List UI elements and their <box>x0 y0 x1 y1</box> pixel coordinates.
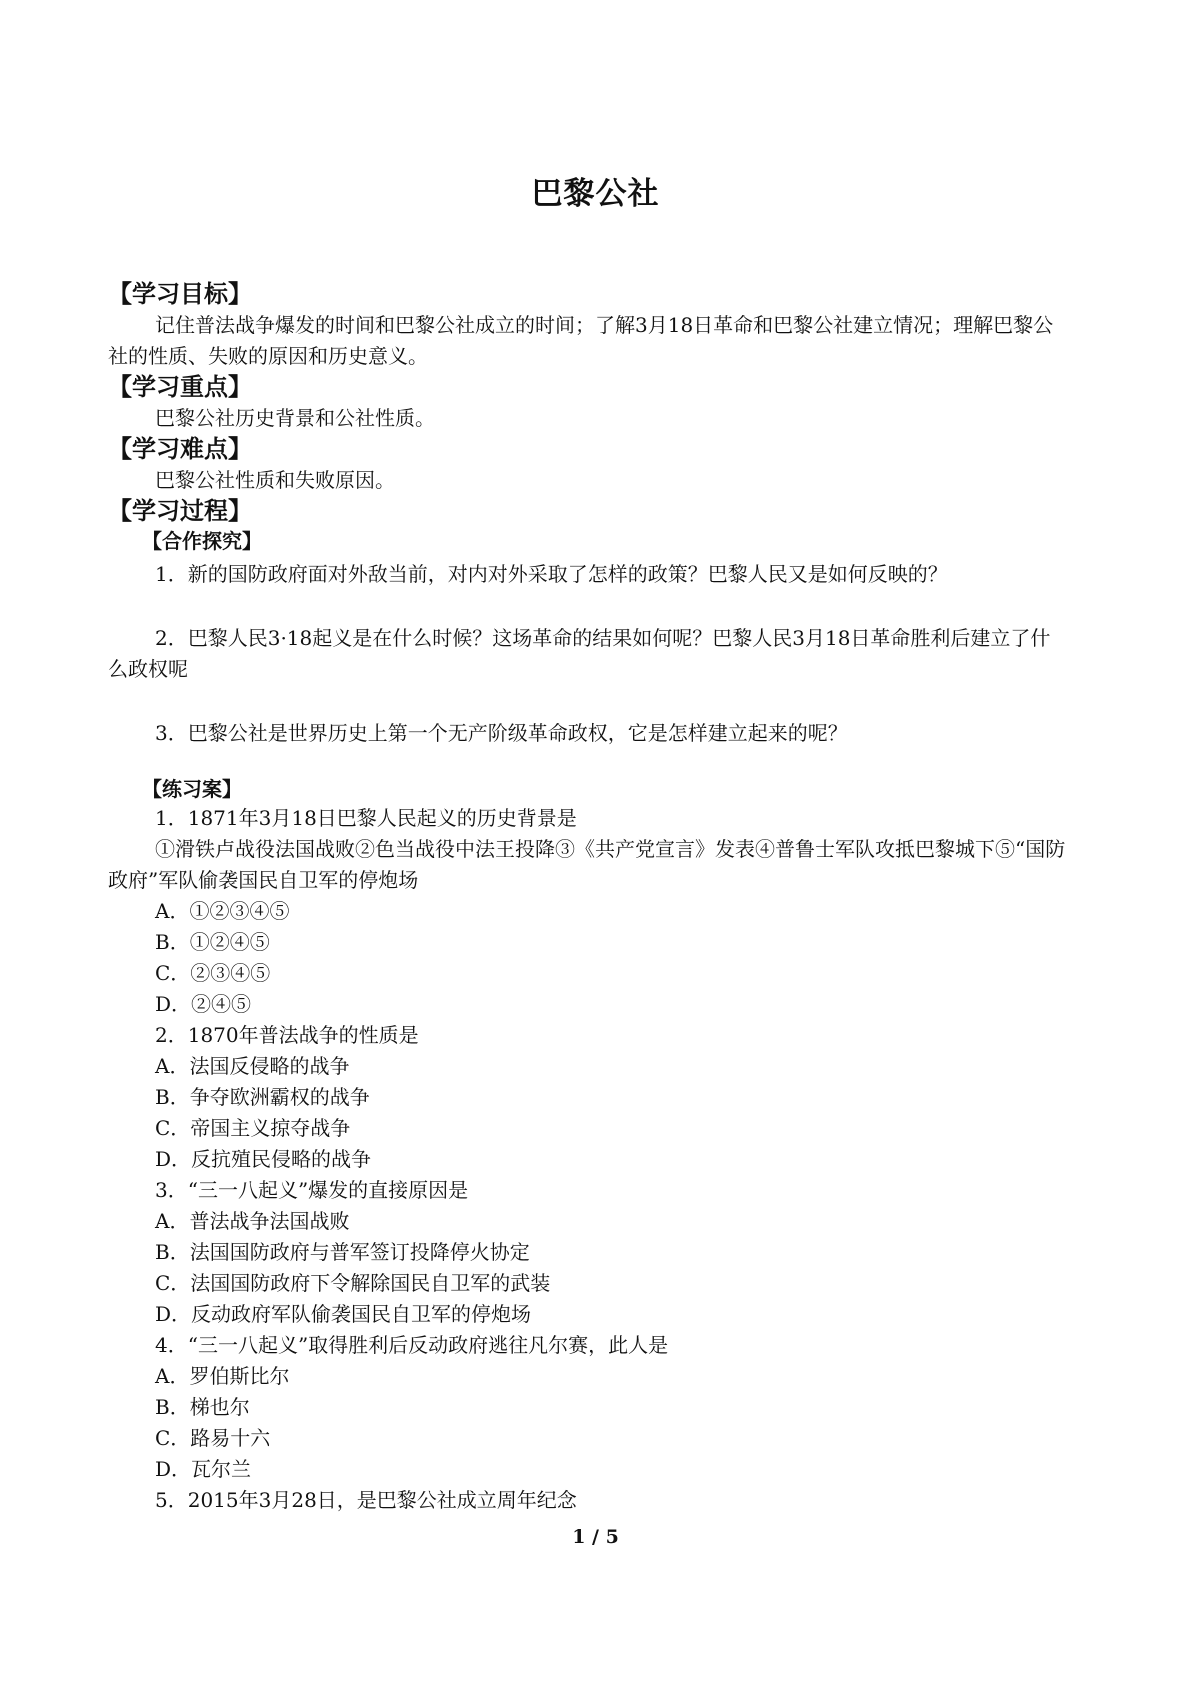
practice-q3-stem: 3．“三一八起义”爆发的直接原因是 <box>155 1178 469 1202</box>
practice-q2-option-c: C．帝国主义掠夺战争 <box>155 1116 351 1140</box>
section-heading-goals: 【学习目标】 <box>108 280 252 308</box>
difficulty-text: 巴黎公社性质和失败原因。 <box>155 468 395 492</box>
practice-q1-desc: ①滑铁卢战役法国战败②色当战役中法王投降③《共产党宣言》发表④普鲁士军队攻抵巴黎城下⑤“国防政府”军队偷袭国民自卫军的停炮场 <box>108 837 1066 892</box>
practice-q5-stem: 5．2015年3月28日，是巴黎公社成立周年纪念 <box>155 1488 577 1512</box>
practice-q4-stem: 4．“三一八起义”取得胜利后反动政府逃往凡尔赛，此人是 <box>155 1333 669 1357</box>
practice-q4-option-c: C．路易十六 <box>155 1426 271 1450</box>
subsection-heading-cooperate: 【合作探究】 <box>142 529 262 553</box>
document-body <box>108 279 1068 1516</box>
practice-q3-option-a: A．普法战争法国战败 <box>155 1209 350 1233</box>
practice-q2-stem: 2．1870年普法战争的性质是 <box>155 1023 419 1047</box>
practice-q4-option-b: B．梯也尔 <box>155 1395 250 1419</box>
practice-q2-option-b: B．争夺欧洲霸权的战争 <box>155 1085 370 1109</box>
practice-q1-option-a: A．①②③④⑤ <box>155 899 290 923</box>
subsection-heading-practice: 【练习案】 <box>142 777 242 801</box>
cooperate-question-3: 3．巴黎公社是世界历史上第一个无产阶级革命政权，它是怎样建立起来的呢？ <box>155 721 848 745</box>
practice-q2-option-d: D．反抗殖民侵略的战争 <box>155 1147 372 1171</box>
practice-q4-option-a: A．罗伯斯比尔 <box>155 1364 290 1388</box>
practice-q1-option-c: C．②③④⑤ <box>155 961 271 985</box>
practice-q1-stem: 1．1871年3月18日巴黎人民起义的历史背景是 <box>155 806 577 830</box>
practice-q3-option-d: D．反动政府军队偷袭国民自卫军的停炮场 <box>155 1302 532 1326</box>
page-number: 1 / 5 <box>572 1526 619 1548</box>
practice-q3-option-b: B．法国国防政府与普军签订投降停火协定 <box>155 1240 530 1264</box>
practice-q2-option-a: A．法国反侵略的战争 <box>155 1054 350 1078</box>
cooperate-question-1: 1．新的国防政府面对外敌当前，对内对外采取了怎样的政策？巴黎人民又是如何反映的？ <box>155 562 948 586</box>
focus-text: 巴黎公社历史背景和公社性质。 <box>155 406 435 430</box>
practice-q1-option-b: B．①②④⑤ <box>155 930 270 954</box>
section-heading-focus: 【学习重点】 <box>108 373 252 401</box>
practice-q1-option-d: D．②④⑤ <box>155 992 252 1016</box>
page-title: 巴黎公社 <box>531 176 660 212</box>
cooperate-question-2: 2．巴黎人民3·18起义是在什么时候？这场革命的结果如何呢？巴黎人民3月18日革命胜利后建立了什么政权呢 <box>108 626 1051 681</box>
section-heading-difficulty: 【学习难点】 <box>108 435 252 463</box>
practice-q3-option-c: C．法国国防政府下令解除国民自卫军的武装 <box>155 1271 551 1295</box>
section-heading-process: 【学习过程】 <box>108 497 252 525</box>
goals-text: 记住普法战争爆发的时间和巴黎公社成立的时间；了解3月18日革命和巴黎公社建立情况；理解巴黎公社的性质、失败的原因和历史意义。 <box>108 313 1054 368</box>
practice-q4-option-d: D．瓦尔兰 <box>155 1457 252 1481</box>
